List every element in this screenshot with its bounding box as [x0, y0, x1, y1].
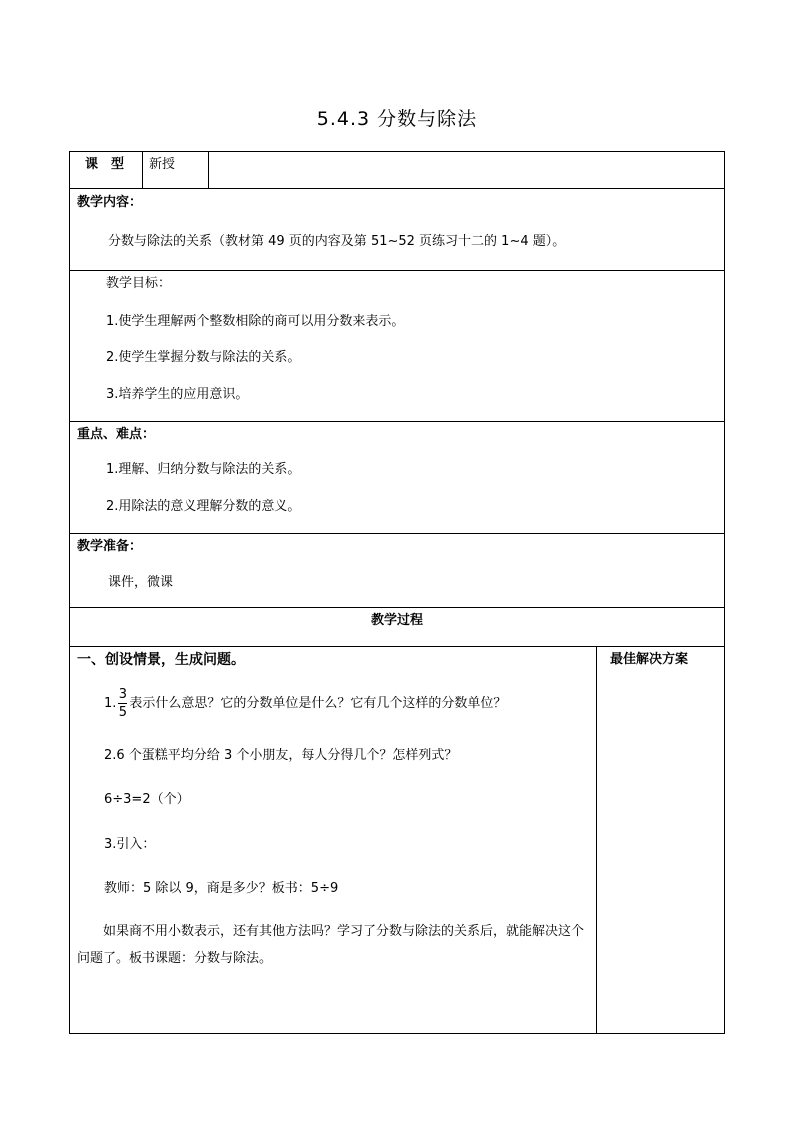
- column-divider: [596, 646, 597, 1034]
- lesson-type-label: 课 型: [85, 157, 125, 172]
- lesson-type-value: 新授: [149, 157, 176, 172]
- side-heading: 最佳解决方案: [610, 652, 689, 667]
- column-divider: [142, 151, 143, 188]
- content-text: 分数与除法的关系（教材第 49 页的内容及第 51~52 页练习十二的 1~4 题）。: [108, 234, 566, 249]
- row-divider: [69, 421, 725, 422]
- section-title: 一、创设情景，生成问题。: [77, 652, 245, 668]
- intro-paragraph: 如果商不用小数表示，还有其他方法吗？学习了分数与除法的关系后，就能解决这个问题了。板书课题：分数与除法。: [77, 924, 585, 966]
- question-2: 2.6 个蛋糕平均分给 3 个小朋友，每人分得几个？怎样列式？: [104, 748, 458, 763]
- fraction-numerator: 3: [118, 687, 128, 702]
- key-point-item: 2.用除法的意义理解分数的意义。: [106, 499, 301, 514]
- row-divider: [69, 188, 725, 189]
- question-1: [104, 688, 506, 720]
- preparation-heading: 教学准备：: [77, 539, 143, 554]
- preparation-text: 课件，微课: [108, 575, 174, 590]
- question-3: 3.引入：: [104, 837, 156, 852]
- table-border-bottom: [69, 1033, 725, 1034]
- table-border-left: [69, 151, 70, 1034]
- fraction: [118, 688, 127, 719]
- row-divider: [69, 607, 725, 608]
- table-border-top: [69, 151, 725, 152]
- question-1-text: 表示什么意思？它的分数单位是什么？它有几个这样的分数单位？: [129, 696, 507, 711]
- objective-item: 2.使学生掌握分数与除法的关系。: [106, 350, 301, 365]
- fraction-bar: [118, 703, 127, 704]
- key-point-item: 1.理解、归纳分数与除法的关系。: [106, 462, 301, 477]
- process-heading: 教学过程: [370, 613, 423, 628]
- key-points-heading: 重点、难点：: [77, 427, 156, 442]
- row-divider: [69, 533, 725, 534]
- row-divider: [69, 270, 725, 271]
- page-title: 5.4.3 分数与除法: [316, 108, 478, 130]
- teacher-question: 教师：5 除以 9，商是多少？板书：5÷9: [104, 881, 339, 896]
- question-2-answer: 6÷3=2（个）: [104, 792, 190, 807]
- objective-item: 3.培养学生的应用意识。: [106, 387, 249, 402]
- objectives-heading: 教学目标：: [106, 276, 172, 291]
- row-divider: [69, 646, 725, 647]
- question-1-number: 1.: [104, 696, 117, 711]
- fraction-denominator: 5: [118, 705, 128, 720]
- objective-item: 1.使学生理解两个整数相除的商可以用分数来表示。: [106, 314, 405, 329]
- column-divider: [208, 151, 209, 188]
- lesson-plan-table: [69, 151, 725, 1034]
- table-border-right: [724, 151, 725, 1034]
- content-heading: 教学内容：: [77, 195, 143, 210]
